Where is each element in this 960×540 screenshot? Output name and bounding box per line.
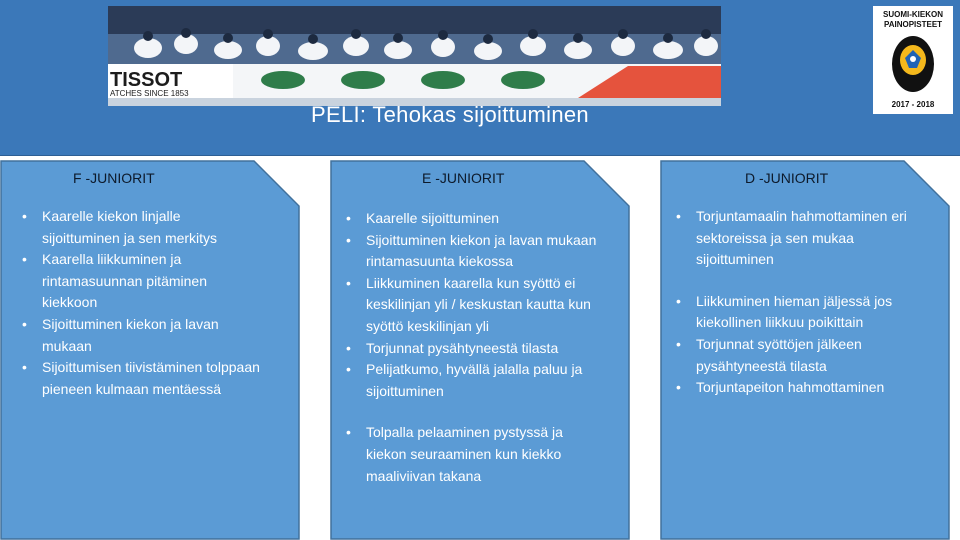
list-item: • Sijoittuminen kiekon ja lavan mukaan	[16, 314, 260, 357]
list-item: • Sijoittuminen kiekon ja lavan mukaan rintamasuunta kiekossa	[340, 230, 602, 273]
list-item: • Torjuntamaalin hahmottaminen eri sektoreissa ja sen mukaa sijoittuminen	[670, 206, 914, 271]
tissot-sign: TISSOT	[110, 69, 183, 91]
column-heading: E -JUNIORIT	[422, 170, 505, 186]
column-heading: D -JUNIORIT	[745, 170, 829, 186]
list-item: • Torjunnat syöttöjen jälkeen pysähtyneestä tilasta	[670, 334, 914, 377]
column-e-juniorit	[330, 160, 630, 540]
bullet-list	[16, 206, 260, 400]
list-item: • Tolpalla pelaaminen pystyssä ja kiekon seuraaminen kun kiekko maaliviivan takana	[340, 422, 602, 487]
list-item: • Sijoittumisen tiivistäminen tolppaan pieneen kulmaan mentäessä	[16, 357, 260, 400]
list-item: • Torjuntapeiton hahmottaminen	[670, 377, 914, 399]
list-item: • Kaarelle sijoittuminen	[340, 208, 602, 230]
column-f-juniorit	[0, 160, 300, 540]
column-d-juniorit	[660, 160, 960, 540]
logo-line1: SUOMI-KIEKON	[883, 10, 943, 19]
list-item: • Liikkuminen kaarella kun syöttö ei keskilinjan yli / keskustan kautta kun syöttö keskilinjan yli	[340, 273, 602, 338]
slide-title: PELI: Tehokas sijoittuminen	[311, 102, 589, 127]
logo-years: 2017 - 2018	[891, 100, 935, 109]
tissot-tagline: ATCHES SINCE 1853	[110, 89, 189, 98]
lion-puck-icon	[891, 34, 935, 96]
list-item: • Kaarelle kiekon linjalle sijoittuminen ja sen merkitys	[16, 206, 260, 249]
logo-line2: PAINOPISTEET	[883, 20, 943, 29]
bullet-list	[340, 208, 602, 487]
suomi-kiekon-logo	[873, 6, 953, 114]
bullet-list	[670, 206, 914, 399]
team-bench-photo	[108, 6, 721, 106]
list-item: • Pelijatkumo, hyvällä jalalla paluu ja sijoittuminen	[340, 359, 602, 402]
list-item: • Liikkuminen hieman jäljessä jos kiekollinen liikkuu poikittain	[670, 291, 914, 334]
column-heading: F -JUNIORIT	[73, 170, 155, 186]
list-item: • Torjunnat pysähtyneestä tilasta	[340, 338, 602, 360]
list-item: • Kaarella liikkuminen ja rintamasuunnan pitäminen kiekkoon	[16, 249, 260, 314]
